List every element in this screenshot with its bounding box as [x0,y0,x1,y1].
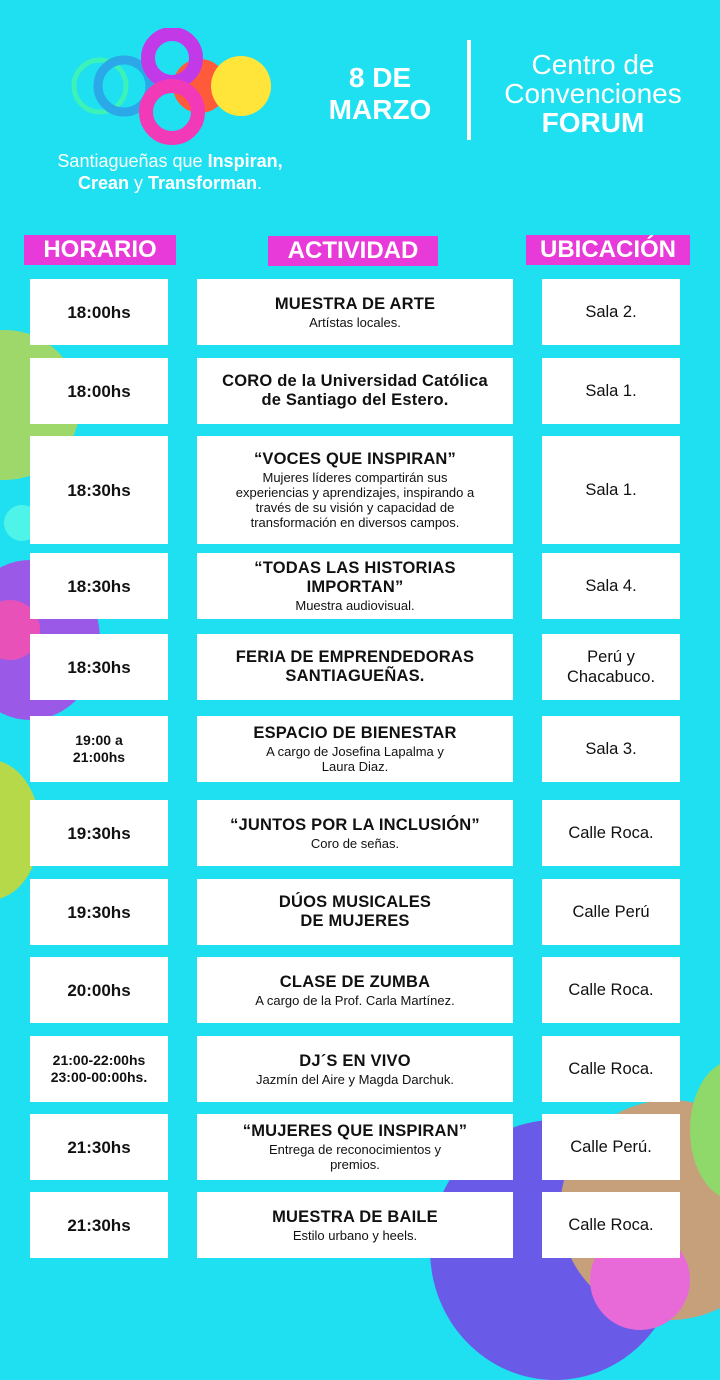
time-text: 20:00hs [67,980,131,1000]
time-cell [30,1192,168,1258]
activity-description: Jazmín del Aire y Magda Darchuk. [256,1071,454,1087]
location-text: Calle Roca. [568,981,654,999]
activity-cell [197,358,513,424]
venue [488,50,698,137]
time-cell [30,279,168,345]
time-text: 19:30hs [67,823,131,843]
time-cell [30,1036,168,1102]
column-header-location: UBICACIÓN [526,235,690,265]
activity-cell [197,1192,513,1258]
location-text: Sala 3. [585,740,637,758]
activity-title: ESPACIO DE BIENESTAR [253,724,457,742]
time-cell [30,436,168,544]
time-text: 18:00hs [67,381,131,401]
activity-cell [197,716,513,782]
location-cell [542,879,680,945]
tagline [20,150,320,194]
time-text: 18:00hs [67,302,131,322]
time-cell [30,800,168,866]
time-text: 19:30hs [67,902,131,922]
location-text: Calle Roca. [568,824,654,842]
activity-title: DÚOS MUSICALES DE MUJERES [278,893,432,930]
activity-title: “VOCES QUE INSPIRAN” [253,450,457,468]
tagline-text: y [128,173,148,193]
location-cell [542,1036,680,1102]
tagline-emphasis: Inspiran, [207,151,283,171]
time-cell [30,957,168,1023]
location-cell [542,1192,680,1258]
location-text: Sala 4. [585,577,637,595]
activity-cell [197,436,513,544]
time-cell [30,1114,168,1180]
activity-description: Mujeres líderes compartirán sus experiencias y aprendizajes, inspirando a través de su visión y capacidad de transformación en diversos campos. [235,470,475,530]
location-cell [542,716,680,782]
tagline-text: . [257,173,263,193]
time-text: 21:30hs [67,1137,131,1157]
activity-title: CORO de la Universidad Católica de Santiago del Estero. [222,372,488,409]
time-text: 21:30hs [67,1215,131,1235]
location-cell [542,800,680,866]
location-text: Sala 1. [585,382,637,400]
tagline-emphasis: Transforman [148,173,258,193]
activity-title: CLASE DE ZUMBA [279,972,431,991]
time-text: 19:00 a 21:00hs [72,732,126,765]
time-text: 18:30hs [67,480,131,500]
location-cell [542,634,680,700]
activity-title: MUESTRA DE BAILE [272,1207,438,1226]
column-header-time: HORARIO [24,235,176,265]
event-logo [52,28,282,148]
activity-cell [197,1114,513,1180]
location-text: Calle Perú. [570,1138,652,1156]
event-date [315,62,445,126]
time-text: 18:30hs [67,576,131,596]
location-cell [542,358,680,424]
location-text: Calle Roca. [568,1216,654,1234]
activity-cell [197,879,513,945]
location-cell [542,1114,680,1180]
activity-cell [197,279,513,345]
column-header-activity: ACTIVIDAD [268,236,438,266]
activity-description: Coro de señas. [310,835,400,851]
activity-cell [197,634,513,700]
header [0,0,720,210]
activity-description: A cargo de la Prof. Carla Martínez. [255,992,455,1008]
activity-cell [197,800,513,866]
activity-title: DJ´S EN VIVO [299,1051,411,1070]
venue-line: Convenciones [504,78,682,109]
location-text: Perú y Chacabuco. [566,648,656,686]
time-cell [30,716,168,782]
activity-description: Entrega de reconocimientos y premios. [269,1142,441,1172]
time-cell [30,358,168,424]
tagline-text: Santiagueñas que [57,151,208,171]
location-cell [542,957,680,1023]
tagline-emphasis: Crean [77,173,129,193]
activity-title: “MUJERES QUE INSPIRAN” [242,1122,468,1140]
date-line: 8 DE [348,62,412,93]
location-cell [542,553,680,619]
activity-cell [197,1036,513,1102]
location-cell [542,279,680,345]
time-cell [30,553,168,619]
venue-line: Centro de [531,49,655,80]
venue-name: FORUM [541,107,645,138]
time-text: 21:00-22:00hs 23:00-00:00hs. [50,1052,148,1085]
activity-description: Estilo urbano y heels. [292,1227,418,1243]
time-text: 18:30hs [67,657,131,677]
divider [467,40,471,140]
activity-cell [197,957,513,1023]
location-cell [542,436,680,544]
location-text: Calle Roca. [568,1060,654,1078]
date-line: MARZO [328,94,432,125]
location-text: Calle Perú [572,903,650,921]
activity-title: “TODAS LAS HISTORIAS IMPORTAN” [254,559,456,596]
activity-cell [197,553,513,619]
location-text: Sala 2. [585,303,637,321]
time-cell [30,634,168,700]
activity-title: MUESTRA DE ARTE [274,294,436,313]
activity-title: FERIA DE EMPRENDEDORAS SANTIAGUEÑAS. [235,648,475,685]
activity-description: Muestra audiovisual. [295,598,415,613]
time-cell [30,879,168,945]
activity-title: “JUNTOS POR LA INCLUSIÓN” [230,815,480,834]
location-text: Sala 1. [585,481,637,499]
activity-description: A cargo de Josefina Lapalma y Laura Diaz. [266,744,444,774]
activity-description: Artístas locales. [309,314,401,330]
